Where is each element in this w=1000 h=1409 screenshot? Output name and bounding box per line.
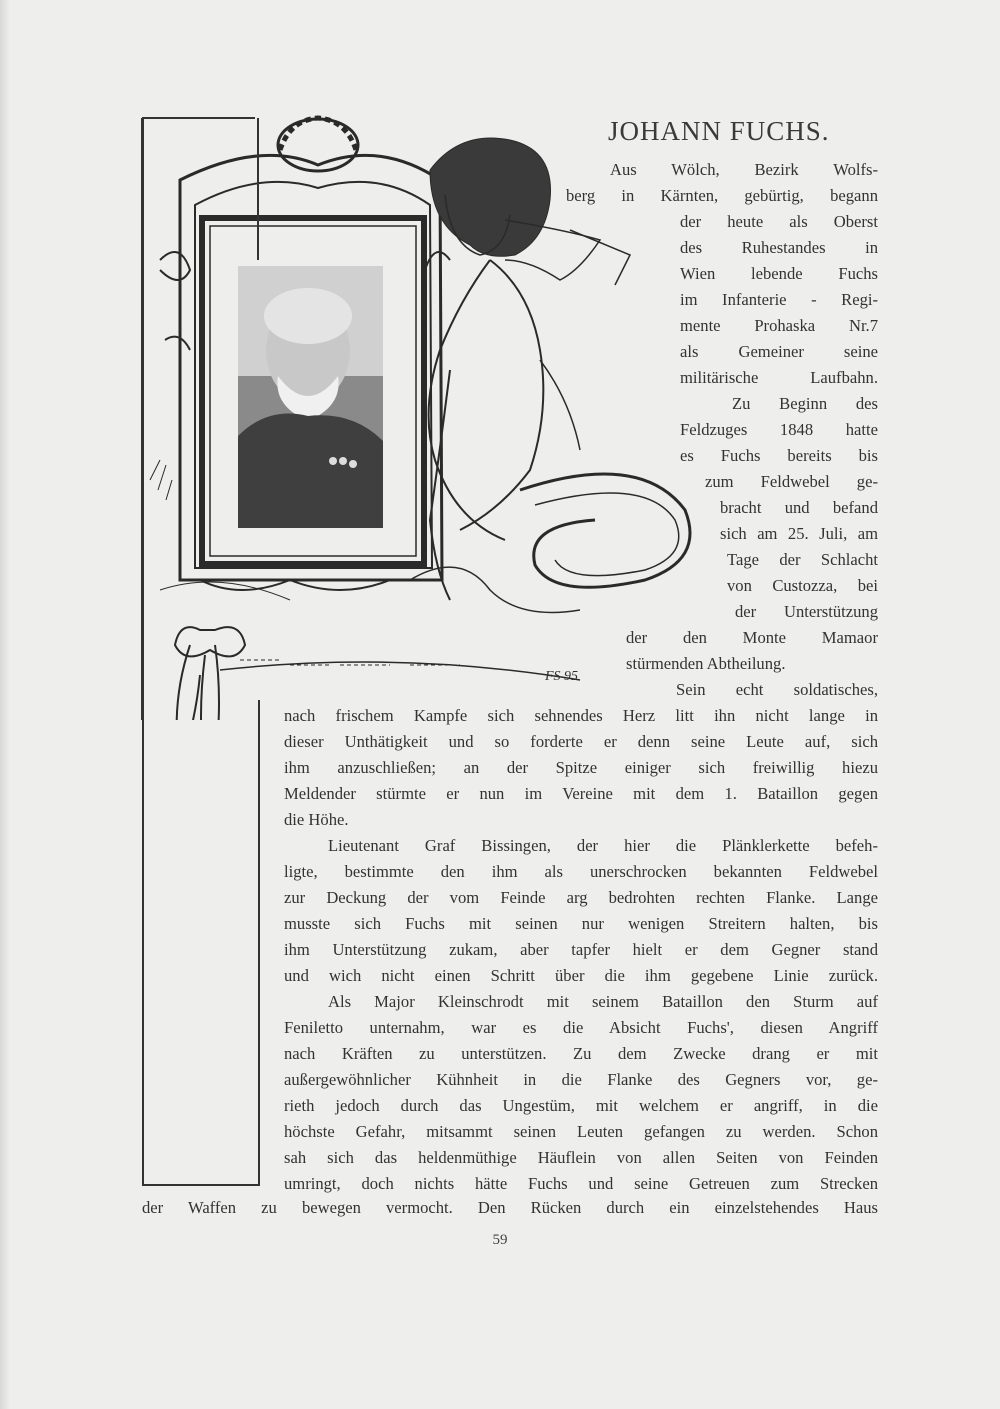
text-line: musste sich Fuchs mit seinen nur wenigen Streitern halten, bis bbox=[284, 914, 878, 933]
portrait-photo bbox=[238, 266, 383, 528]
text-line: von Custozza, bei bbox=[727, 576, 878, 595]
text-line: Sein echt soldatisches, bbox=[676, 680, 878, 699]
artist-signature: FS 95 bbox=[545, 669, 579, 684]
left-frame-rule-inner bbox=[258, 700, 260, 1186]
text-line: Feldzuges 1848 hatte bbox=[680, 420, 878, 439]
text-line: außergewöhnlicher Kühnheit in die Flanke des Gegners vor, ge- bbox=[284, 1070, 878, 1089]
page-gutter-shadow bbox=[0, 0, 10, 1409]
text-line: zum Feldwebel ge- bbox=[705, 472, 878, 491]
text-line: ihm Unterstützung zukam, aber tapfer hielt er dem Gegner stand bbox=[284, 940, 878, 959]
page-number: 59 bbox=[492, 1232, 508, 1248]
text-line: der heute als Oberst bbox=[680, 212, 878, 231]
text-line: Zu Beginn des bbox=[732, 394, 878, 413]
text-line: dieser Unthätigkeit und so forderte er denn seine Leute auf, sich bbox=[284, 732, 878, 751]
text-line: und wich nicht einen Schritt über die ihm gegebene Linie zurück. bbox=[284, 966, 878, 985]
article-title: JOHANN FUCHS. bbox=[608, 116, 830, 146]
text-line: Feniletto unternahm, war es die Absicht Fuchs', diesen Angriff bbox=[284, 1018, 878, 1037]
text-line: höchste Gefahr, mitsammt seinen Leuten gefangen zu werden. Schon bbox=[284, 1122, 878, 1141]
text-line: Tage der Schlacht bbox=[727, 550, 878, 569]
text-line: sich am 25. Juli, am bbox=[720, 524, 878, 543]
text-line: rieth jedoch durch das Ungestüm, mit welchem er angriff, in die bbox=[284, 1096, 878, 1115]
text-line: militärische Laufbahn. bbox=[680, 368, 878, 387]
text-line: Meldender stürmte er nun im Vereine mit dem 1. Bataillon gegen bbox=[284, 784, 878, 803]
text-line: Lieutenant Graf Bissingen, der hier die Plänklerkette befeh- bbox=[328, 836, 878, 855]
text-line: ligte, bestimmte den ihm als unerschrocken bekannten Feldwebel bbox=[284, 862, 878, 881]
left-frame-rule-bottom bbox=[142, 1184, 260, 1186]
text-line: Aus Wölch, Bezirk Wolfs- bbox=[610, 160, 878, 179]
text-line: zur Deckung der vom Feinde arg bedrohten rechten Flanke. Lange bbox=[284, 888, 878, 907]
text-line: sah sich das heldenmüthige Häuflein von allen Seiten von Feinden bbox=[284, 1148, 878, 1167]
text-line: mente Prohaska Nr.7 bbox=[680, 316, 878, 335]
text-line: stürmenden Abtheilung. bbox=[626, 654, 786, 673]
text-line: ihm anzuschließen; an der Spitze einiger sich freiwillig hiezu bbox=[284, 758, 878, 777]
text-line: es Fuchs bereits bis bbox=[680, 446, 878, 465]
left-frame-rule bbox=[142, 118, 144, 1186]
text-line: umringt, doch nichts hätte Fuchs und seine Getreuen zum Strecken bbox=[284, 1174, 878, 1193]
text-line: des Ruhestandes in bbox=[680, 238, 878, 257]
text-line: der den Monte Mamaor bbox=[626, 628, 878, 647]
text-line: nach Kräften zu unterstützen. Zu dem Zwecke drang er mit bbox=[284, 1044, 878, 1063]
text-line: der Waffen zu bewegen vermocht. Den Rücken durch ein einzelstehendes Haus bbox=[142, 1198, 878, 1217]
text-line: bracht und befand bbox=[720, 498, 878, 517]
text-line: im Infanterie - Regi- bbox=[680, 290, 878, 309]
text-line: als Gemeiner seine bbox=[680, 342, 878, 361]
text-line: nach frischem Kampfe sich sehnendes Herz litt ihn nicht lange in bbox=[284, 706, 878, 725]
text-line: der Unterstützung bbox=[735, 602, 878, 621]
text-line: berg in Kärnten, gebürtig, begann bbox=[566, 186, 878, 205]
text-line: Wien lebende Fuchs bbox=[680, 264, 878, 283]
text-line: Als Major Kleinschrodt mit seinem Bataillon den Sturm auf bbox=[328, 992, 878, 1011]
text-line: die Höhe. bbox=[284, 810, 349, 829]
